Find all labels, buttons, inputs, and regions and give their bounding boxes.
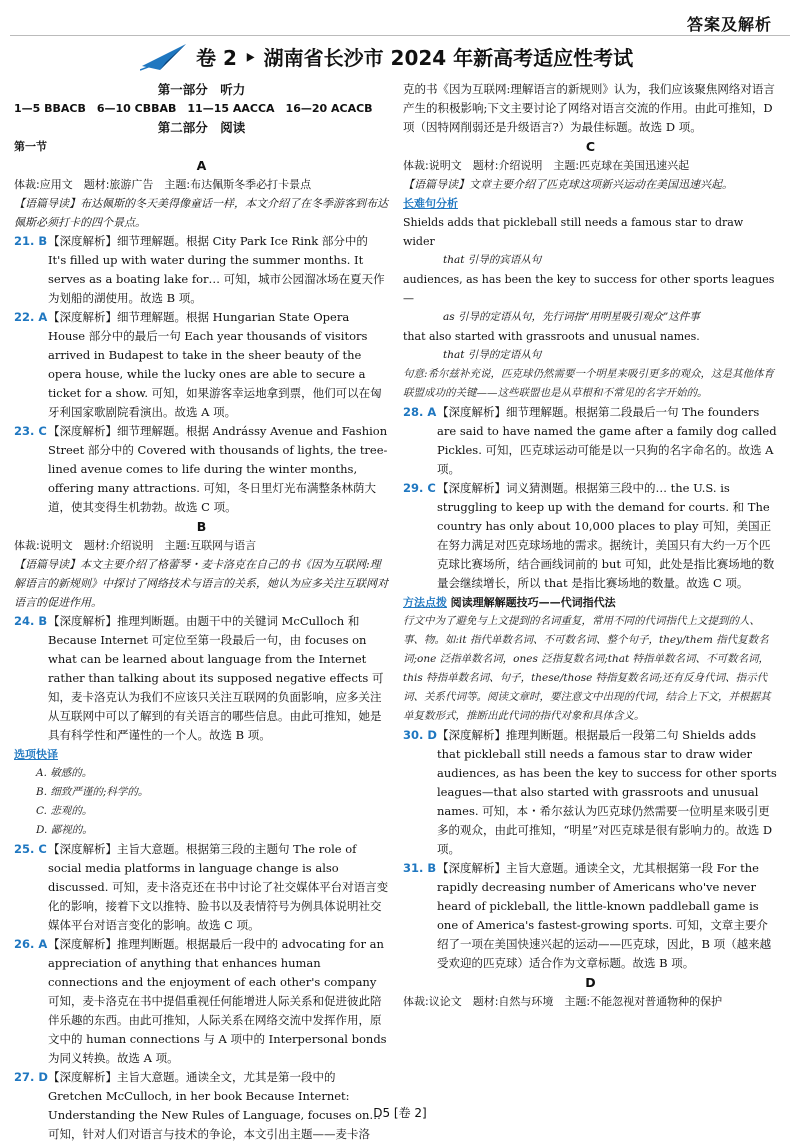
method-tip-box <box>403 593 778 726</box>
question-number: 28. A <box>403 405 437 419</box>
question-26 <box>14 935 389 1068</box>
question-number: 29. C <box>403 481 436 495</box>
paper-plane-icon <box>140 40 188 72</box>
question-explanation: 【深度解析】细节理解题。根据第二段最后一句 The founders are said to have named the game after a family dog called Pickles. 可知，匹克球运动可能是以一只狗的名字命名的。故选 A 项。 <box>437 405 777 476</box>
question-25 <box>14 840 389 935</box>
passage-d-heading: D <box>585 975 596 990</box>
analysis-note-2: as 引导的定语从句，先行词指“用明星吸引观众”这件事 <box>443 311 700 323</box>
passage-c-meta: 体裁:说明文 题材:介绍说明 主题:匹克球在美国迅速兴起 <box>403 159 690 172</box>
question-number: 27. D <box>14 1070 48 1084</box>
question-22 <box>14 308 389 422</box>
option-a: A. 敏感的。 <box>36 767 93 779</box>
question-number: 22. A <box>14 310 48 324</box>
analysis-translation: 句意:希尔兹补充说，匹克球仍然需要一个明星来吸引更多的观众，这是其他体育联盟成功的关键——这些联盟也是从草根和不常见的名字开始的。 <box>403 368 775 399</box>
question-24 <box>14 612 389 745</box>
passage-a-guide: 【语篇导读】布达佩斯的冬天美得像童话一样，本文介绍了在冬季游客到布达佩斯必须打卡的四个景点。 <box>14 197 388 229</box>
question-explanation: 【深度解析】细节理解题。根据 Hungarian State Opera House 部分中的最后一句 Each year thousands of visitors arrived in Budapest to take in the sheer beauty of the opera house, while the lucky ones are able to secure a ticket for a show. 可知，如果游客幸运地拿到票，他们可以在匈牙利国家歌剧院看演出。故选 A 项。 <box>48 310 382 419</box>
question-explanation: 【深度解析】细节理解题。根据 Andrássy Avenue and Fashion Street 部分中的 Covered with thousands of lights, the tree-lined avenue comes to life during the winter months, offering many attractions. 可知，冬日里灯光布满整条林荫大道，使其变得生机勃勃。故选 C 项。 <box>48 424 388 514</box>
question-explanation: 【深度解析】主旨大意题。根据第三段的主题句 The role of social media platforms in language change is also discussed. 可知，麦卡洛克还在书中讨论了社交媒体平台对语言变化的影响，接着下文以推特、脸书以及表情符号为例具体说明社交媒体平台对语言变化的影响。故选 C 项。 <box>48 842 389 932</box>
listening-answers: 1—5 BBACB 6—10 CBBAB 11—15 AACCA 16—20 ACACB <box>14 102 373 115</box>
option-d: D. 鄙视的。 <box>36 824 93 836</box>
left-column <box>14 80 389 1144</box>
passage-b-guide: 【语篇导读】本文主要介绍了格蕾琴・麦卡洛克在自己的书《因为互联网:理解语言的新规则》中探讨了网络技术与语言的关系，她认为应多关注互联网对语言的促进作用。 <box>14 558 388 609</box>
option-translation-box <box>14 745 389 840</box>
analysis-sentence-3: that also started with grassroots and unusual names. <box>403 330 700 343</box>
analysis-note-1: that 引导的宾语从句 <box>443 254 542 266</box>
option-translation-list <box>14 764 389 840</box>
question-explanation: 【深度解析】推理判断题。根据最后一段中的 advocating for an appreciation of anything that enhances human connections and the enjoyment of each other's company 可知，麦卡洛克在书中提倡重视任何能增进人际关系和促进彼此陪伴乐趣的东西。由此可推知，人际关系在网络交流中发挥作用，原文中的 human connections 与 A 项中的 Interpersonal bonds 为同义转换。故选 A 项。 <box>48 937 387 1065</box>
part1-heading: 第一部分 听力 <box>157 82 246 97</box>
header-label: 答案及解析 <box>686 15 772 34</box>
option-translation-label: 选项快译 <box>14 748 58 761</box>
question-29 <box>403 479 778 593</box>
passage-b-meta: 体裁:说明文 题材:介绍说明 主题:互联网与语言 <box>14 539 257 552</box>
method-tip-title: 阅读理解解题技巧——代词指代法 <box>450 596 616 609</box>
sentence-analysis-label: 长难句分析 <box>403 197 458 210</box>
question-explanation: 【深度解析】推理判断题。由题干中的关键词 McCulloch 和 Because Internet 可定位至第一段最后一句，由 focuses on what can be learned about language from the Internet rather than talking about its supposed negative effects 可知，麦卡洛克认为我们不应该只关注互联网的负面影响，应多关注从互联网中可以了解到的有关语言的哪些信息。由此可推知，她是具有科学性和严谨性的一个人。故选 B 项。 <box>48 614 384 742</box>
question-27-continued: 克的书《因为互联网:理解语言的新规则》认为，我们应该聚焦网络对语言产生的积极影响;下文主要讨论了网络对语言交流的作用。由此可推知，D 项（因特网削弱还是升级语言?）为最佳标题。故选 D 项。 <box>403 82 775 134</box>
question-21 <box>14 232 389 308</box>
analysis-note-3: that 引导的定语从句 <box>443 349 542 361</box>
question-explanation: 【深度解析】主旨大意题。通读全文，尤其是第一段中的 Gretchen McCulloch, in her book Because Internet: Understanding the New Rules of Language, focuses on… 可知，针对人们对语言与技术的争论，本文引出主题——麦卡洛 <box>48 1070 381 1141</box>
passage-d-meta: 体裁:议论文 题材:自然与环境 主题:不能忽视对普通物种的保护 <box>403 995 723 1008</box>
part2-heading: 第二部分 阅读 <box>157 120 246 135</box>
section-heading: 第一节 <box>14 140 47 153</box>
question-31 <box>403 859 778 973</box>
header-divider <box>10 35 790 36</box>
question-explanation: 【深度解析】主旨大意题。通读全文，尤其根据第一段 For the rapidly decreasing number of Americans who've never heard of pickleball, the little-known paddleball game is one of America's fastest-growing sports. 可知，文章主要介绍了一项在美国快速兴起的运动——匹克球，因此，B 项（越来越受欢迎的匹克球）适合作为文章标题。故选 B 项。 <box>437 861 772 970</box>
exam-title-bar <box>140 38 660 74</box>
passage-a-heading: A <box>196 158 207 173</box>
exam-title: 卷 2 ‣ 湖南省长沙市 2024 年新高考适应性考试 <box>196 45 634 70</box>
analysis-sentence-1: Shields adds that pickleball still needs a famous star to draw wider <box>403 216 744 248</box>
question-number: 25. C <box>14 842 47 856</box>
method-tip-text: 行文中为了避免与上文提到的名词重复，常用不同的代词指代上文提到的人、事、物。如:it 指代单数名词、不可数名词、整个句子，they/them 指代复数名词;one 泛指单数名词，ones 泛指复数名词;that 特指单数名词、不可数名词，this 特指单数名词、句子，these/those 特指复数名词;还有反身代词、指示代词、关系代词等。阅读文章时，要注意文中出现的代词，结合上下文，并根据其单复数形式，推断出此代词的指代对象和具体含义。 <box>403 615 771 722</box>
passage-a-meta: 体裁:应用文 题材:旅游广告 主题:布达佩斯冬季必打卡景点 <box>14 178 312 191</box>
question-number: 23. C <box>14 424 47 438</box>
question-number: 26. A <box>14 937 48 951</box>
analysis-sentence-2: audiences, as has been the key to success for other sports leagues— <box>403 273 775 305</box>
question-23 <box>14 422 389 517</box>
question-explanation: 【深度解析】推理判断题。根据最后一段第二句 Shields adds that pickleball still needs a famous star to draw wider audiences, as has been the key to success for other sports leagues—that also started with grassroots and unusual names. 可知，本・希尔兹认为匹克球仍然需要一位明星来吸引更多的观众，由此可推知，“明星”对匹克球是很有影响力的。故选 D 项。 <box>437 728 777 856</box>
page-footer: D5 [卷 2] <box>373 1106 427 1120</box>
passage-b-heading: B <box>196 519 207 534</box>
question-number: 30. D <box>403 728 437 742</box>
question-30 <box>403 726 778 859</box>
question-number: 31. B <box>403 861 437 875</box>
option-c: C. 悲观的。 <box>36 805 93 817</box>
option-b: B. 细致严谨的;科学的。 <box>36 786 149 798</box>
question-number: 24. B <box>14 614 48 628</box>
question-number: 21. B <box>14 234 48 248</box>
passage-c-guide: 【语篇导读】文章主要介绍了匹克球这项新兴运动在美国迅速兴起。 <box>403 178 733 191</box>
question-28 <box>403 403 778 479</box>
sentence-analysis-box <box>403 194 778 403</box>
passage-c-heading: C <box>585 139 596 154</box>
question-explanation: 【深度解析】细节理解题。根据 City Park Ice Rink 部分中的 It's filled up with water during the summer months. It serves as a boating lake for… 可知，城市公园溜冰场在夏天作为划船的湖使用。故选 B 项。 <box>48 234 385 305</box>
right-column <box>403 80 778 1011</box>
question-explanation: 【深度解析】词义猜测题。根据第三段中的… the U.S. is struggling to keep up with the demand for courts. 和 The country has only about 10,000 places to play 可知，美国正在努力满足对匹克球场地的需求。据统计，美国只有大约一万个匹克球比赛场所，结合画线词前的 but 可知，此处是指比赛场地的数量会继续增长，所以 that 是指比赛场地的数量。故选 C 项。 <box>437 481 775 590</box>
method-tip-label: 方法点拨 <box>403 596 447 609</box>
